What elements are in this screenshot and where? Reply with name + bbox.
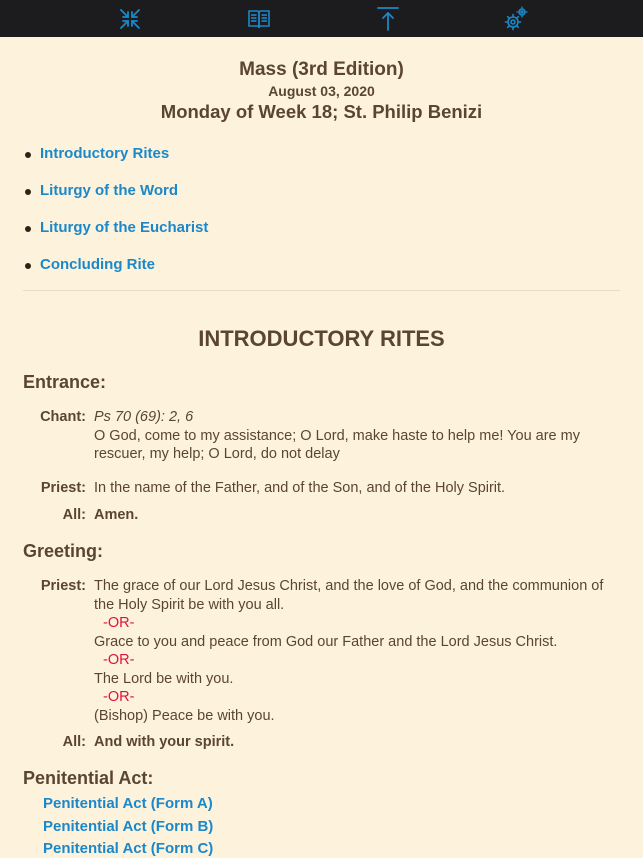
- mass-content[interactable]: [0, 37, 643, 858]
- all-response: Amen.: [94, 507, 139, 523]
- greeting-option-2: Grace to you and peace from God our Father and the Lord Jesus Christ.: [94, 633, 558, 650]
- bullet-icon: [25, 152, 31, 158]
- chant-reference: Ps 70 (69): 2, 6: [94, 409, 194, 425]
- scroll-to-top-icon: [376, 6, 400, 32]
- toc-link-liturgy-of-the-word[interactable]: Liturgy of the Word: [40, 182, 179, 199]
- penitential-heading: Penitential Act:: [23, 768, 154, 788]
- greeting-option-1: The grace of our Lord Jesus Christ, and the love of God, and the communion of the Holy Spirit be with you all.: [94, 578, 604, 613]
- settings-gears-icon: [503, 6, 529, 32]
- greeting-option-3: The Lord be with you.: [94, 670, 234, 687]
- priest-role: Priest:: [40, 480, 86, 496]
- book-button[interactable]: [246, 6, 272, 32]
- priest-text: In the name of the Father, and of the Son, and of the Holy Spirit.: [94, 480, 506, 496]
- chant-text: O God, come to my assistance; O Lord, make haste to help me! You are my rescuer, my help; O Lord, do not delay: [94, 427, 580, 462]
- bullet-icon: [25, 189, 31, 195]
- greeting-all-role: All:: [62, 734, 86, 750]
- bullet-icon: [25, 226, 31, 232]
- all-role: All:: [62, 507, 86, 523]
- greeting-heading: Greeting:: [23, 541, 104, 561]
- collapse-button[interactable]: [117, 6, 143, 32]
- or-separator: -OR-: [103, 615, 135, 631]
- toc-link-liturgy-of-the-eucharist[interactable]: Liturgy of the Eucharist: [40, 219, 209, 236]
- entrance-heading: Entrance:: [23, 372, 107, 392]
- penitential-act-form-a-link[interactable]: Penitential Act (Form A): [43, 795, 213, 812]
- divider: [23, 290, 620, 291]
- section-title: INTRODUCTORY RITES: [198, 326, 445, 351]
- toc-link-concluding-rite[interactable]: Concluding Rite: [40, 256, 155, 273]
- book-icon: [247, 8, 271, 30]
- settings-button[interactable]: [503, 6, 529, 32]
- chant-role: Chant:: [40, 409, 86, 425]
- greeting-option-4: (Bishop) Peace be with you.: [94, 707, 275, 724]
- greeting-all-response: And with your spirit.: [94, 734, 235, 750]
- page-title: Mass (3rd Edition): [239, 59, 404, 80]
- page-date: August 03, 2020: [268, 83, 375, 99]
- or-separator: -OR-: [103, 689, 135, 705]
- greeting-options: [94, 577, 619, 725]
- greeting-priest-role: Priest:: [40, 578, 86, 594]
- chant-body: [94, 408, 619, 464]
- or-separator: -OR-: [103, 652, 135, 668]
- penitential-act-form-c-link[interactable]: Penitential Act (Form C): [43, 840, 214, 857]
- toolbar: [0, 0, 643, 37]
- scroll-to-top-button[interactable]: [375, 6, 401, 32]
- penitential-act-form-b-link[interactable]: Penitential Act (Form B): [43, 818, 214, 835]
- collapse-icon: [118, 7, 142, 31]
- bullet-icon: [25, 263, 31, 269]
- toc-link-introductory-rites[interactable]: Introductory Rites: [40, 145, 170, 162]
- liturgical-day: Monday of Week 18; St. Philip Benizi: [160, 101, 483, 122]
